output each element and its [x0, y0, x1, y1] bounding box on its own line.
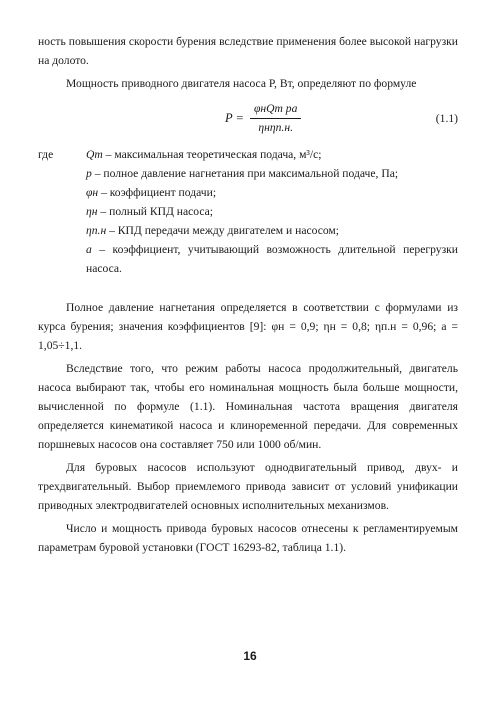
definition-text: – коэффициент подачи;: [98, 186, 217, 199]
definition-symbol: ηп.н: [86, 224, 107, 237]
definition-symbol: ηн: [86, 205, 98, 218]
definition-item: [38, 164, 458, 183]
formula-number: (1.1): [435, 112, 458, 125]
body-paragraph: Для буровых насосов используют однодвигательный привод, двух- и трехдвигательный. Выбор приемлемого привода зависит от условий унификации приводных электродвигателей основных исполнительных механизмов.: [38, 461, 458, 512]
definition-item: [38, 145, 458, 164]
body-paragraph: Число и мощность привода буровых насосов отнесены к регламентируемым параметрам буровой установки (ГОСТ 16293-82, таблица 1.1).: [38, 522, 458, 554]
intro-paragraph: ность повышения скорости бурения вследствие применения более высокой нагрузки на долото.: [38, 35, 458, 67]
definition-text: – полное давление нагнетания при максимальной подаче, Па;: [91, 167, 399, 180]
definition-text: – КПД передачи между двигателем и насосом;: [106, 224, 339, 237]
definition-symbol: p: [86, 167, 92, 180]
definition-text: – максимальная теоретическая подача, м³/с;: [102, 148, 322, 161]
definition-symbol: Qт: [86, 148, 103, 161]
formula-denominator: ηнηп.н.: [258, 121, 293, 134]
definitions-lead: где: [38, 148, 54, 161]
formula-numerator: φнQт pa: [250, 101, 301, 119]
definition-symbol: φн: [86, 186, 99, 199]
definition-text: – коэффициент, учитывающий возможность длительной перегрузки насоса.: [86, 243, 458, 275]
body-paragraph: Вследствие того, что режим работы насоса продолжительный, двигатель насоса выбирают так, чтобы его номинальная мощность была больше мощности, вычисленной по формуле (1.1). Номинальная частота вращения двигателя определяется кинематикой насоса и клиноременной передачи. Для современных поршневых насосов она составляет 750 или 1000 об/мин.: [38, 362, 458, 451]
definition-symbol: a: [86, 243, 92, 256]
definition-item: [38, 221, 458, 240]
formula-lhs: P =: [225, 111, 244, 125]
definition-item: [38, 183, 458, 202]
page-number: 16: [243, 649, 257, 663]
formula-block: [38, 97, 458, 143]
definition-text: – полный КПД насоса;: [97, 205, 213, 218]
formula-fraction: [250, 101, 301, 136]
formula-1-1: [225, 101, 301, 136]
definitions-list: [38, 145, 458, 278]
definition-item: [38, 240, 458, 278]
body-paragraph: Полное давление нагнетания определяется в соответствии с формулами из курса бурения; значения коэффициентов [9]: φн = 0,9; ηн = 0,8; ηп.н = 0,96; a = 1,05÷1,1.: [38, 301, 458, 352]
definition-item: [38, 202, 458, 221]
formula-intro: Мощность приводного двигателя насоса P, Вт, определяют по формуле: [66, 77, 417, 90]
